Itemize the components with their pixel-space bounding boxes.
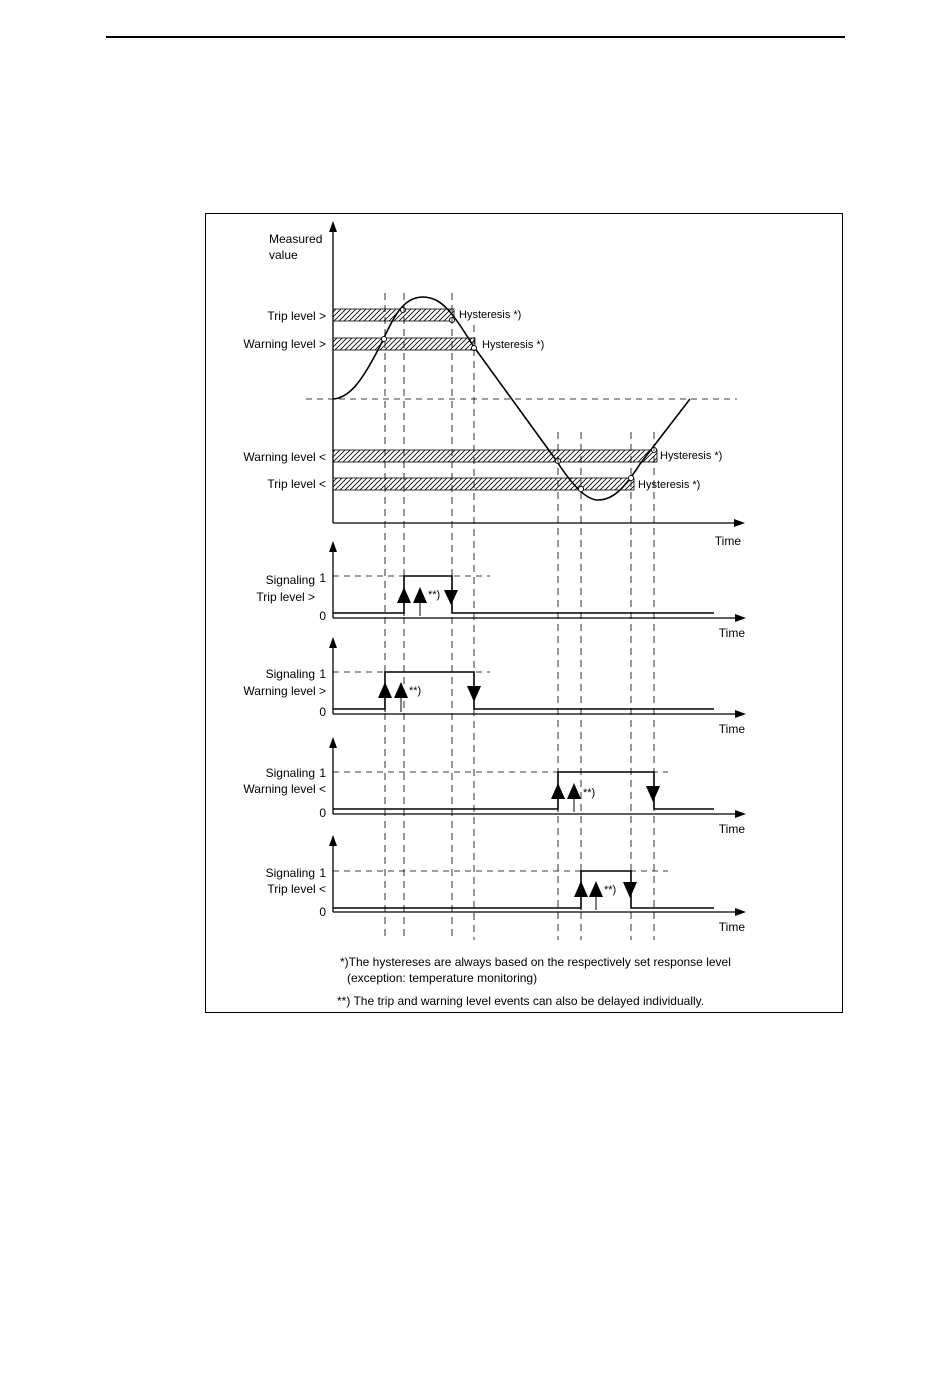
delay-note: **) <box>583 787 596 799</box>
signal-label-line1: Signaling <box>265 667 315 681</box>
measured-value-plot <box>243 221 745 548</box>
hysteresis-band-trip-low <box>333 478 634 490</box>
signal-label-line1: Signaling <box>265 766 315 780</box>
signal-label-line1: Signaling <box>265 866 315 880</box>
level-zero-label: 0 <box>319 609 326 623</box>
signal-x-axis-arrow <box>735 614 746 622</box>
signal-x-axis-arrow <box>735 908 746 916</box>
level-zero-label: 0 <box>319 806 326 820</box>
level-one-label: 1 <box>319 667 326 681</box>
time-label-main: Time <box>714 534 741 548</box>
level-one-label: 1 <box>319 866 326 880</box>
signal-trace <box>333 871 714 908</box>
event-lines <box>385 293 654 940</box>
time-label: Time <box>718 722 745 736</box>
rising-arrow-icon <box>378 682 392 698</box>
signal-label-line2: Trip level < <box>267 882 326 896</box>
delay-note: **) <box>604 884 617 896</box>
footnote-hysteresis-line1: *)The hystereses are always based on the respectively set response level <box>340 955 731 969</box>
signal-trip-level-low <box>266 835 746 934</box>
level-zero-label: 0 <box>319 905 326 919</box>
level-one-label: 1 <box>319 571 326 585</box>
time-label: Time <box>718 626 745 640</box>
hysteresis-label-trip-high: Hysteresis *) <box>459 309 522 321</box>
signal-y-axis-arrow <box>329 835 337 846</box>
signal-warning-level-low <box>243 737 746 836</box>
footnote-hysteresis-line2: (exception: temperature monitoring) <box>347 971 538 985</box>
hysteresis-label-warning-low: Hysteresis *) <box>660 450 723 462</box>
signal-y-axis-arrow <box>329 737 337 748</box>
label-trip-level-low: Trip level < <box>267 477 326 491</box>
level-one-label: 1 <box>319 766 326 780</box>
crossing-marker <box>400 307 405 312</box>
crossing-marker <box>578 486 583 491</box>
signal-y-axis-arrow <box>329 541 337 552</box>
signal-label-line1: Signaling <box>265 573 315 587</box>
time-label: Time <box>718 920 745 934</box>
label-warning-level-high: Warning level > <box>243 337 326 351</box>
x-axis-arrow <box>734 519 745 527</box>
signal-label-line2: Warning level > <box>243 684 326 698</box>
falling-arrow-icon <box>467 686 481 702</box>
signal-trace <box>333 672 714 709</box>
delay-note: **) <box>409 685 422 697</box>
crossing-marker <box>381 336 386 341</box>
level-zero-label: 0 <box>319 705 326 719</box>
falling-arrow-icon <box>623 882 637 898</box>
hysteresis-band-warning-low <box>333 450 657 462</box>
falling-arrow-icon <box>444 590 458 605</box>
signal-label-line2: Trip level > <box>256 590 315 604</box>
signal-trace <box>333 576 714 613</box>
signal-label-line2: Warning level < <box>243 782 326 796</box>
signal-warning-level-high <box>243 637 746 736</box>
signal-y-axis-arrow <box>329 637 337 648</box>
hysteresis-label-warning-high: Hysteresis *) <box>482 339 545 351</box>
footnote-delay: **) The trip and warning level events can also be delayed individually. <box>337 994 705 1008</box>
hysteresis-label-trip-low: Hysteresis *) <box>638 479 701 491</box>
y-axis-label-line1: Measured <box>269 232 323 246</box>
y-axis-label-line2: value <box>269 248 298 262</box>
time-label: Time <box>718 822 745 836</box>
measured-value-curve <box>333 297 690 500</box>
delayed-rising-arrow-icon <box>589 881 603 897</box>
delay-note: **) <box>428 589 441 601</box>
crossing-markers <box>381 307 656 491</box>
rising-arrow-icon <box>551 783 565 799</box>
y-axis-arrow <box>329 221 337 232</box>
falling-arrow-icon <box>646 786 660 802</box>
signal-x-axis-arrow <box>735 810 746 818</box>
delayed-rising-arrow-icon <box>394 682 408 698</box>
label-warning-level-low: Warning level < <box>243 450 326 464</box>
rising-arrow-icon <box>397 587 411 603</box>
delayed-rising-arrow-icon <box>567 783 581 799</box>
rising-arrow-icon <box>574 881 588 897</box>
crossing-marker <box>628 475 633 480</box>
delayed-rising-arrow-icon <box>413 587 427 603</box>
signal-trip-level-high <box>256 541 746 640</box>
signal-x-axis-arrow <box>735 710 746 718</box>
label-trip-level-high: Trip level > <box>267 309 326 323</box>
